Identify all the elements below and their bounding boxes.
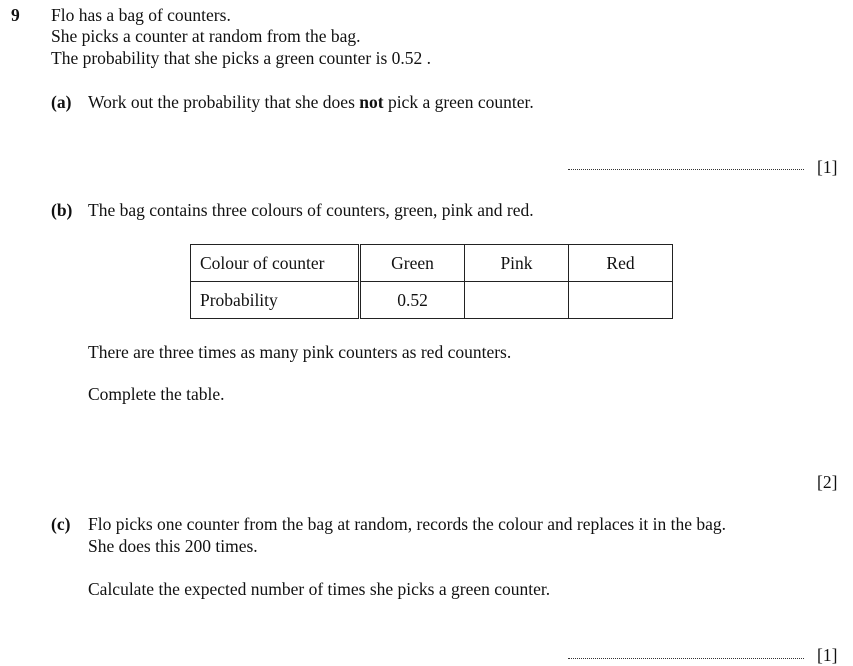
part-c-answer-line[interactable] — [568, 658, 804, 659]
part-b-marks: [2] — [817, 472, 838, 492]
table-cell-probability-label: Probability — [191, 282, 360, 319]
part-c-label: (c) — [51, 514, 71, 534]
part-a-text-bold: not — [359, 92, 384, 112]
part-b-instruction: Complete the table. — [88, 384, 225, 404]
table-cell-pink-probability[interactable] — [465, 282, 569, 319]
table-cell-pink: Pink — [465, 245, 569, 282]
table-row-probability — [191, 282, 673, 319]
table-cell-red: Red — [569, 245, 673, 282]
table-cell-colour-label: Colour of counter — [191, 245, 360, 282]
table-row-header — [191, 245, 673, 282]
part-b-note: There are three times as many pink counters as red counters. — [88, 342, 512, 362]
intro-line-2: She picks a counter at random from the bag. — [51, 26, 361, 46]
intro-line-3: The probability that she picks a green counter is 0.52 . — [51, 48, 432, 68]
table-cell-red-probability[interactable] — [569, 282, 673, 319]
part-a-text-before: Work out the probability that she does — [88, 92, 360, 112]
table-cell-green: Green — [360, 245, 465, 282]
question-number: 9 — [11, 5, 20, 25]
probability-table — [190, 244, 673, 319]
intro-line-1: Flo has a bag of counters. — [51, 5, 231, 25]
part-a-text-after: pick a green counter. — [383, 92, 534, 112]
part-a-answer-line[interactable] — [568, 169, 804, 170]
table-cell-green-probability: 0.52 — [360, 282, 465, 319]
part-b-text: The bag contains three colours of counters, green, pink and red. — [88, 200, 534, 220]
part-c-text-line-1: Flo picks one counter from the bag at random, records the colour and replaces it in the bag. — [88, 514, 727, 534]
part-a-marks: [1] — [817, 157, 838, 177]
part-a-label: (a) — [51, 92, 72, 112]
part-c-marks: [1] — [817, 645, 838, 665]
part-a-question — [88, 91, 534, 113]
part-b-label: (b) — [51, 200, 73, 220]
part-c-text-line-2: She does this 200 times. — [88, 536, 258, 556]
part-c-instruction: Calculate the expected number of times she picks a green counter. — [88, 579, 551, 599]
